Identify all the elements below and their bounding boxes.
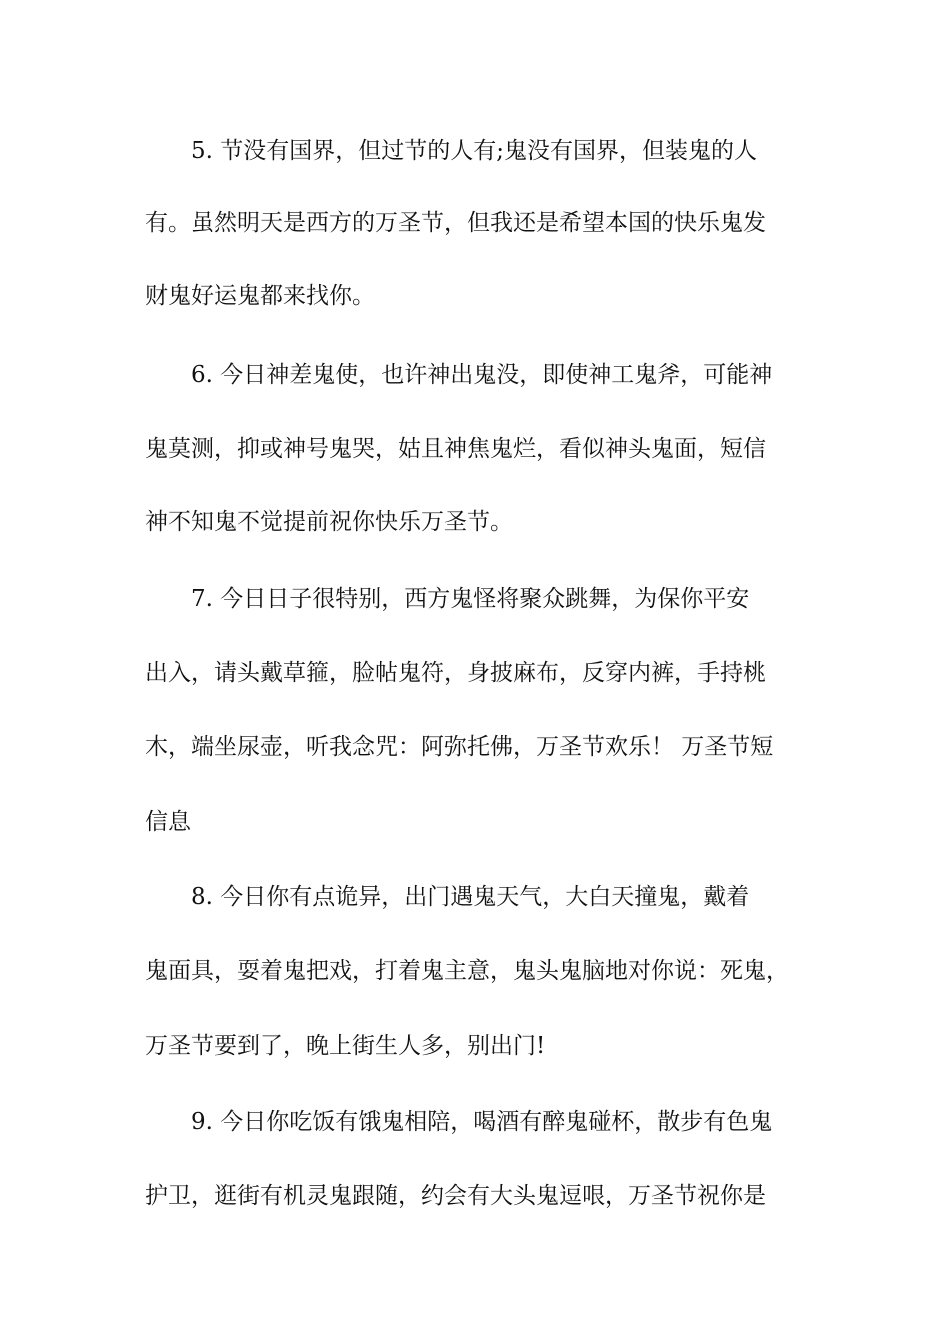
- paragraph-8-line-1: 8. 今日你有点诡异，出门遇鬼天气，大白天撞鬼，戴着: [145, 884, 750, 910]
- paragraph-9-line-2: 护卫，逛街有机灵鬼跟随，约会有大头鬼逗哏，万圣节祝你是: [145, 1183, 766, 1209]
- paragraph-8-line-2: 鬼面具，耍着鬼把戏，打着鬼主意，鬼头鬼脑地对你说：死鬼，: [145, 958, 789, 984]
- paragraph-7-line-4: 信息: [145, 809, 191, 835]
- paragraph-6-line-1: 6. 今日神差鬼使，也许神出鬼没，即使神工鬼斧，可能神: [145, 362, 773, 388]
- paragraph-7-line-2: 出入，请头戴草箍，脸帖鬼符，身披麻布，反穿内裤，手持桃: [145, 660, 766, 686]
- paragraph-7-line-1: 7. 今日日子很特别，西方鬼怪将聚众跳舞，为保你平安: [145, 586, 750, 612]
- paragraph-5-line-3: 财鬼好运鬼都来找你。: [145, 283, 375, 309]
- paragraph-7-line-3: 木，端坐尿壶，听我念咒：阿弥托佛，万圣节欢乐！ 万圣节短: [145, 734, 774, 760]
- paragraph-6-line-3: 神不知鬼不觉提前祝你快乐万圣节。: [145, 509, 513, 535]
- paragraph-8-line-3: 万圣节要到了，晚上街生人多，别出门!: [145, 1033, 546, 1059]
- paragraph-6-line-2: 鬼莫测，抑或神号鬼哭，姑且神焦鬼烂，看似神头鬼面，短信: [145, 436, 766, 462]
- paragraph-5-line-2: 有。虽然明天是西方的万圣节，但我还是希望本国的快乐鬼发: [145, 210, 766, 236]
- paragraph-9-line-1: 9. 今日你吃饭有饿鬼相陪，喝酒有醉鬼碰杯，散步有色鬼: [145, 1109, 773, 1135]
- paragraph-5-line-1: 5. 节没有国界，但过节的人有;鬼没有国界，但装鬼的人: [145, 138, 758, 164]
